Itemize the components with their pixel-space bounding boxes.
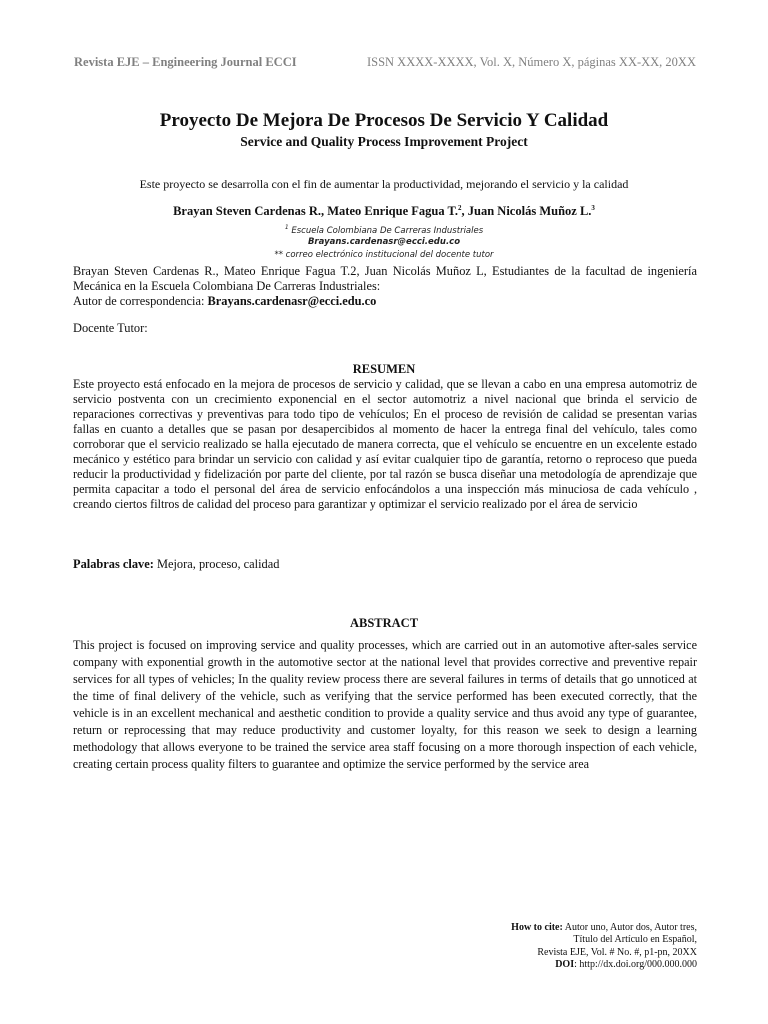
author-list <box>0 204 768 219</box>
cite-article-title: Título del Artículo en Español, <box>573 934 697 946</box>
how-to-cite <box>511 922 697 971</box>
running-header <box>74 55 696 70</box>
keywords-label: Palabras clave: <box>73 557 154 571</box>
paper-title: Proyecto De Mejora De Procesos De Servicio Y Calidad <box>159 110 609 131</box>
purpose-statement: Este proyecto se desarrolla con el fin de aumentar la productividad, mejorando el servicio y la calidad <box>139 177 629 191</box>
keywords-line <box>73 557 279 572</box>
affiliation-note: ** correo electrónico institucional del docente tutor <box>274 250 494 260</box>
affiliation-school-name: Escuela Colombiana De Carreras Industriales <box>288 225 484 236</box>
abstract-heading: ABSTRACT <box>349 616 419 630</box>
resumen-body: Este proyecto está enfocado en la mejora de procesos de servicio y calidad, que se llevan a cabo en una empresa automotriz de servicio postventa con un crecimiento exponencial en el sector automotriz a nivel nacional que brinda el servicio de reparaciones correctivas y preventivas para todo tipo de vehículos; En el proceso de revisión de calidad se presentan varias fallas en cuanto a detalles que se pasan por desapercibidos al momento de hacer la entrega final del vehículo, tales como corroborar que el servicio realizado se halla ejecutado de manera correcta, que el vehículo se encuentre en un excelente estado mecánico y estético para brindar un servicio con calidad y así evitar cualquier tipo de garantía, retorno o reproceso que pueda reducir la productividad y fidelización por parte del cliente, por tal razón se busca diseñar una metodología de aprendizaje que permita capacitar a todo el personal del área de servicio enfocándolos a una inspección más minuciosa de cada vehículo , creando ciertos filtros de calidad del proceso para garantizar y optimizar el servicio realizado por el área de servicio <box>73 377 697 511</box>
author-sup-3: 3 <box>591 204 595 212</box>
cite-journal: Revista EJE, Vol. # No. #, p1-pn, 20XX <box>537 946 697 958</box>
tutor-line: Docente Tutor: <box>73 321 148 335</box>
author-bio: Brayan Steven Cardenas R., Mateo Enrique Fagua T.2, Juan Nicolás Muñoz L, Estudiantes de la facultad de ingeniería Mecánica en la Escuela Colombiana De Carreras Industriales: <box>73 264 697 293</box>
journal-name: Revista EJE – Engineering Journal ECCI <box>74 55 297 69</box>
author-names-2: , Juan Nicolás Muñoz L. <box>461 204 592 219</box>
cite-line-1 <box>511 922 697 934</box>
issn-info: ISSN XXXX-XXXX, Vol. X, Número X, páginas XX-XX, 20XX <box>366 55 696 69</box>
cite-doi-line <box>511 959 697 971</box>
keywords-value: Mejora, proceso, calidad <box>153 557 280 571</box>
correspondence-line <box>73 294 376 309</box>
paper-subtitle: Service and Quality Process Improvement Project <box>240 134 528 149</box>
cite-doi-value: : http://dx.doi.org/000.000.000 <box>574 958 697 970</box>
resumen-heading: RESUMEN <box>352 362 416 376</box>
cite-doi-label: DOI <box>555 958 575 970</box>
cite-authors: Autor uno, Autor dos, Autor tres, <box>562 922 697 933</box>
cite-label: How to cite: <box>511 922 563 933</box>
affiliation-sup: 1 <box>284 224 289 231</box>
abstract-body: This project is focused on improving service and quality processes, which are carried out in an automotive after-sales service company with exponential growth in the automotive sector at the national level that provides corrective and preventive repair services for all types of vehicles; In the quality review process there are several failures in terms of details that go unnoticed at the time of final delivery of the vehicle, such as verifying that the service performed has been executed correctly, that the vehicle is in an excellent mechanical and aesthetic condition to provide a quality service and thus avoid any type of guarantee, return or reprocessing that may reduce productivity and customer loyalty, for this reason we seek to design a learning methodology that allows everyone to be trained the service area staff focusing on a more thorough inspection of each vehicle, creating certain process quality filters to guarantee and optimize the service performed by the service area <box>73 638 697 771</box>
correspondence-email: Brayans.cardenasr@ecci.edu.co <box>207 294 377 308</box>
correspondence-label: Autor de correspondencia: <box>73 294 208 308</box>
author-sup-2: 2 <box>458 204 462 212</box>
author-names-1: Brayan Steven Cardenas R., Mateo Enrique Fagua T. <box>173 204 459 219</box>
affiliation-school <box>0 224 768 236</box>
affiliation-email: Brayans.cardenasr@ecci.edu.co <box>307 237 461 247</box>
